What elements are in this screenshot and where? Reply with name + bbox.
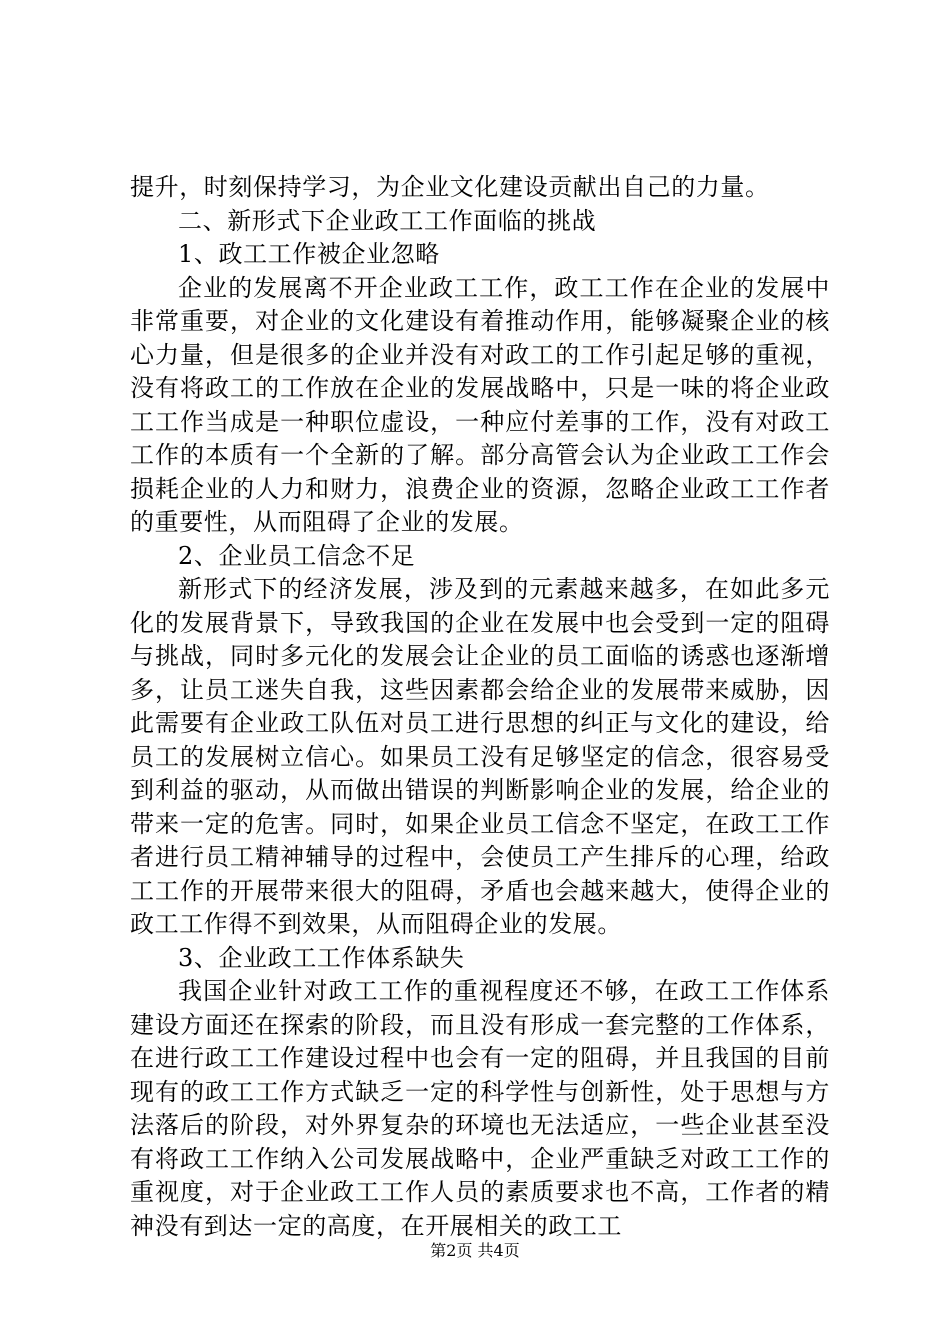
- subsection-heading-1: 1、政工工作被企业忽略: [178, 240, 440, 268]
- paragraph-2: 新形式下的经济发展，涉及到的元素越来越多，在如此多元化的发展背景下，导致我国的企业在发展中也会受到一定的阻碍与挑战，同时多元化的发展会让企业的员工面临的诱惑也逐渐增多，让员工迷失自我，这些因素都会给企业的发展带来威胁，因此需要有企业政工队伍对员工进行思想的纠正与文化的建设，给员工的发展树立信心。如果员工没有足够坚定的信念，很容易受到利益的驱动，从而做出错误的判断影响企业的发展，给企业的带来一定的危害。同时，如果企业员工信念不坚定，在政工工作者进行员工精神辅导的过程中，会使员工产生排斥的心理，给政工工作的开展带来很大的阻碍，矛盾也会越来越大，使得企业的政工工作得不到效果，从而阻碍企业的发展。: [130, 575, 830, 938]
- paragraph-3: 我国企业针对政工工作的重视程度还不够，在政工工作体系建设方面还在探索的阶段，而且没有形成一套完整的工作体系，在进行政工工作建设过程中也会有一定的阻碍，并且我国的目前现有的政工工作方式缺乏一定的科学性与创新性，处于思想与方法落后的阶段，对外界复杂的环境也无法适应，一些企业甚至没有将政工工作纳入公司发展战略中，企业严重缺乏对政工工作的重视度，对于企业政工工作人员的素质要求也不高，工作者的精神没有到达一定的高度，在开展相关的政工工: [130, 977, 830, 1240]
- page-number-footer: 第2页 共4页: [430, 1241, 520, 1260]
- subsection-heading-3: 3、企业政工工作体系缺失: [178, 943, 465, 972]
- section-heading: 二、新形式下企业政工工作面临的挑战: [178, 206, 597, 235]
- document-body: [130, 171, 830, 1243]
- paragraph-1: 企业的发展离不开企业政工工作，政工工作在企业的发展中非常重要，对企业的文化建设有着推动作用，能够凝聚企业的核心力量，但是很多的企业并没有对政工的工作引起足够的重视，没有将政工的工作放在企业的发展战略中，只是一味的将企业政工工作当成是一种职位虚设，一种应付差事的工作，没有对政工工作的本质有一个全新的了解。部分高管会认为企业政工工作会损耗企业的人力和财力，浪费企业的资源，忽略企业政工工作者的重要性，从而阻碍了企业的发展。: [130, 273, 830, 536]
- paragraph-continuation: 提升，时刻保持学习，为企业文化建设贡献出自己的力量。: [130, 173, 770, 201]
- subsection-heading-2: 2、企业员工信念不足: [178, 541, 416, 570]
